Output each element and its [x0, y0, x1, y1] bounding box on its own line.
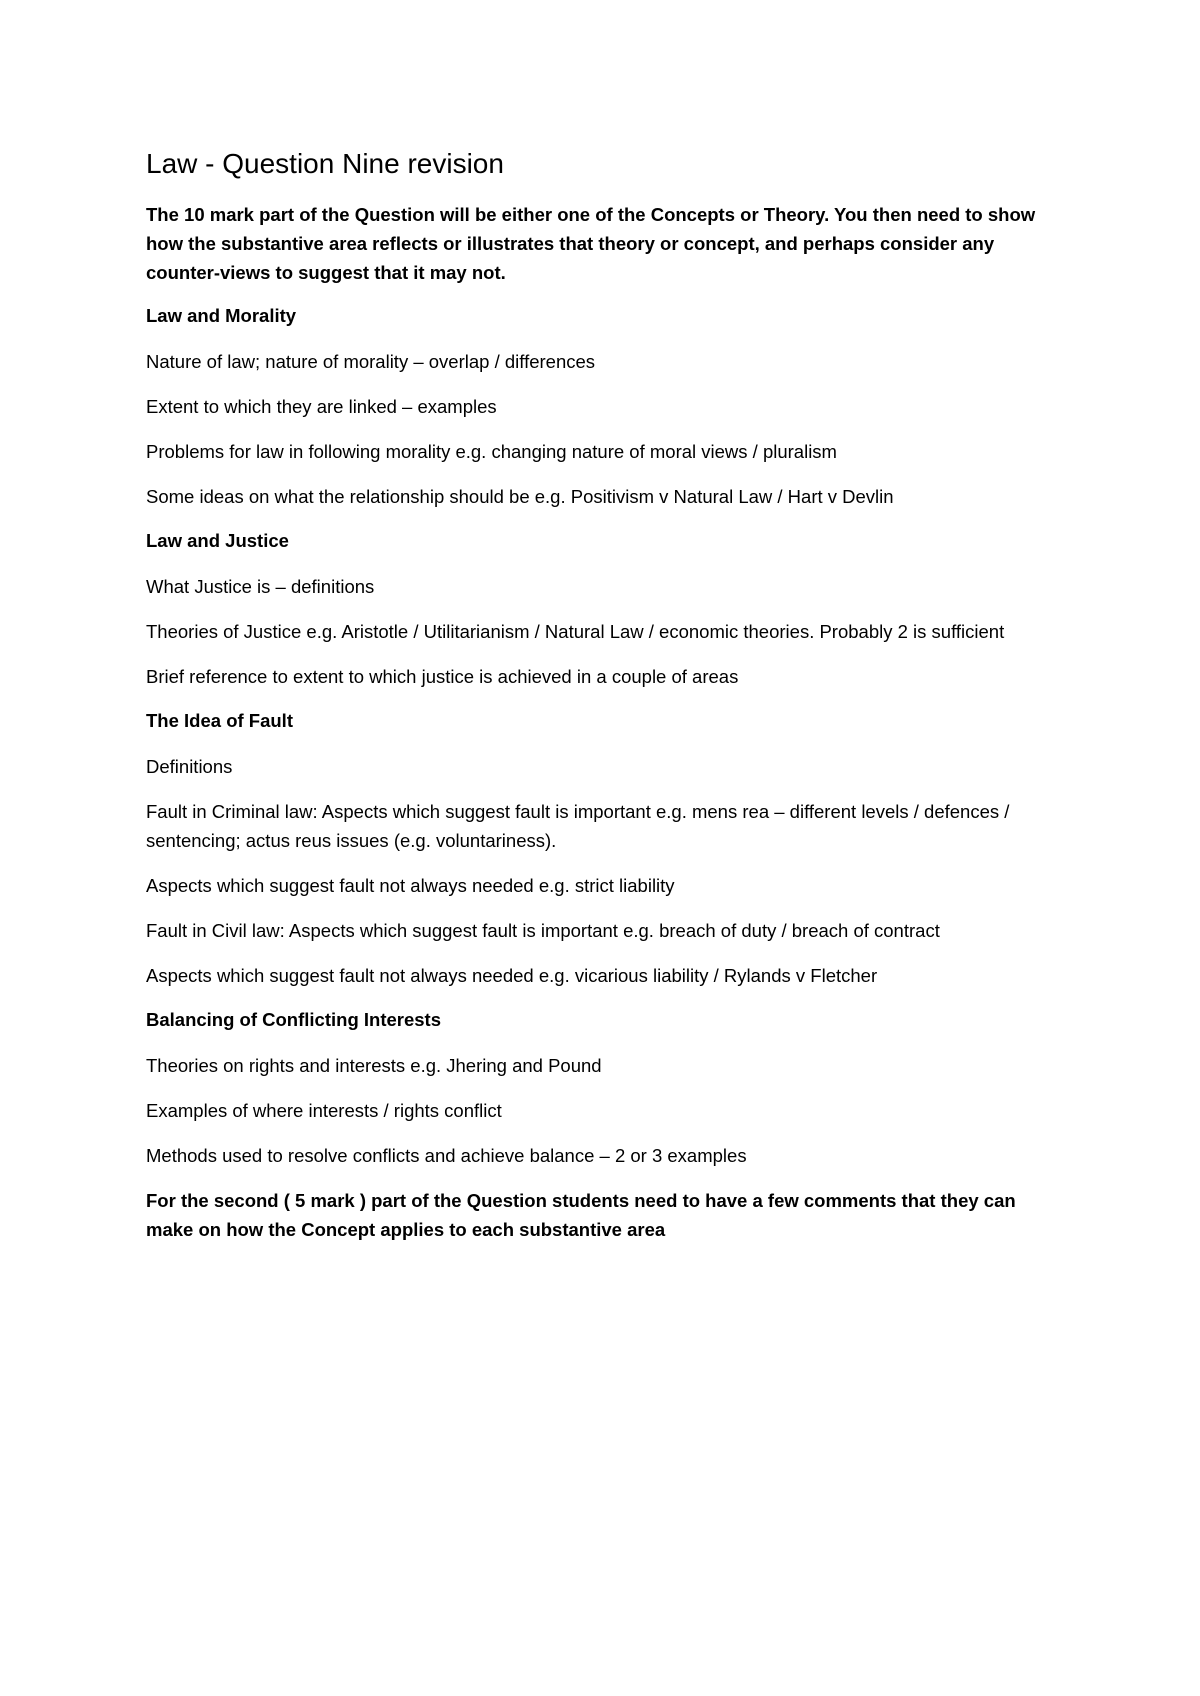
section-item: Methods used to resolve conflicts and achieve balance – 2 or 3 examples: [146, 1145, 747, 1166]
section-item: Aspects which suggest fault not always needed e.g. strict liability: [146, 875, 675, 896]
section-item: Theories on rights and interests e.g. Jhering and Pound: [146, 1055, 602, 1076]
section-item: Definitions: [146, 756, 233, 777]
section-law-and-morality: [146, 302, 1066, 511]
section-heading: Balancing of Conflicting Interests: [146, 1009, 441, 1030]
section-idea-of-fault: [146, 707, 1066, 990]
section-item: Some ideas on what the relationship should be e.g. Positivism v Natural Law / Hart v Devlin: [146, 486, 894, 507]
section-law-and-justice: [146, 527, 1066, 691]
intro-paragraph: The 10 mark part of the Question will be either one of the Concepts or Theory. You then need to show how the substantive area reflects or illustrates that theory or concept, and perhaps consider any counter-views to suggest that it may not.: [146, 204, 1036, 283]
page-title: Law - Question Nine revision: [146, 148, 504, 179]
section-item: Brief reference to extent to which justice is achieved in a couple of areas: [146, 666, 739, 687]
section-heading: The Idea of Fault: [146, 710, 293, 731]
section-heading: Law and Justice: [146, 530, 289, 551]
section-item: Examples of where interests / rights conflict: [146, 1100, 502, 1121]
section-item: Theories of Justice e.g. Aristotle / Utilitarianism / Natural Law / economic theories. Probably 2 is sufficient: [146, 621, 1005, 642]
section-item: Fault in Criminal law: Aspects which suggest fault is important e.g. mens rea – different levels / defences / sentencing; actus reus issues (e.g. voluntariness).: [146, 801, 1010, 851]
section-item: Problems for law in following morality e.g. changing nature of moral views / pluralism: [146, 441, 837, 462]
closing-paragraph: For the second ( 5 mark ) part of the Question students need to have a few comments that they can make on how the Concept applies to each substantive area: [146, 1190, 1016, 1240]
section-item: Extent to which they are linked – examples: [146, 396, 497, 417]
section-item: What Justice is – definitions: [146, 576, 375, 597]
section-balancing-interests: [146, 1006, 1066, 1170]
section-heading: Law and Morality: [146, 305, 297, 326]
section-item: Aspects which suggest fault not always needed e.g. vicarious liability / Rylands v Fletcher: [146, 965, 878, 986]
document-body: [146, 146, 1066, 1244]
section-item: Fault in Civil law: Aspects which suggest fault is important e.g. breach of duty / breach of contract: [146, 920, 940, 941]
section-item: Nature of law; nature of morality – overlap / differences: [146, 351, 596, 372]
